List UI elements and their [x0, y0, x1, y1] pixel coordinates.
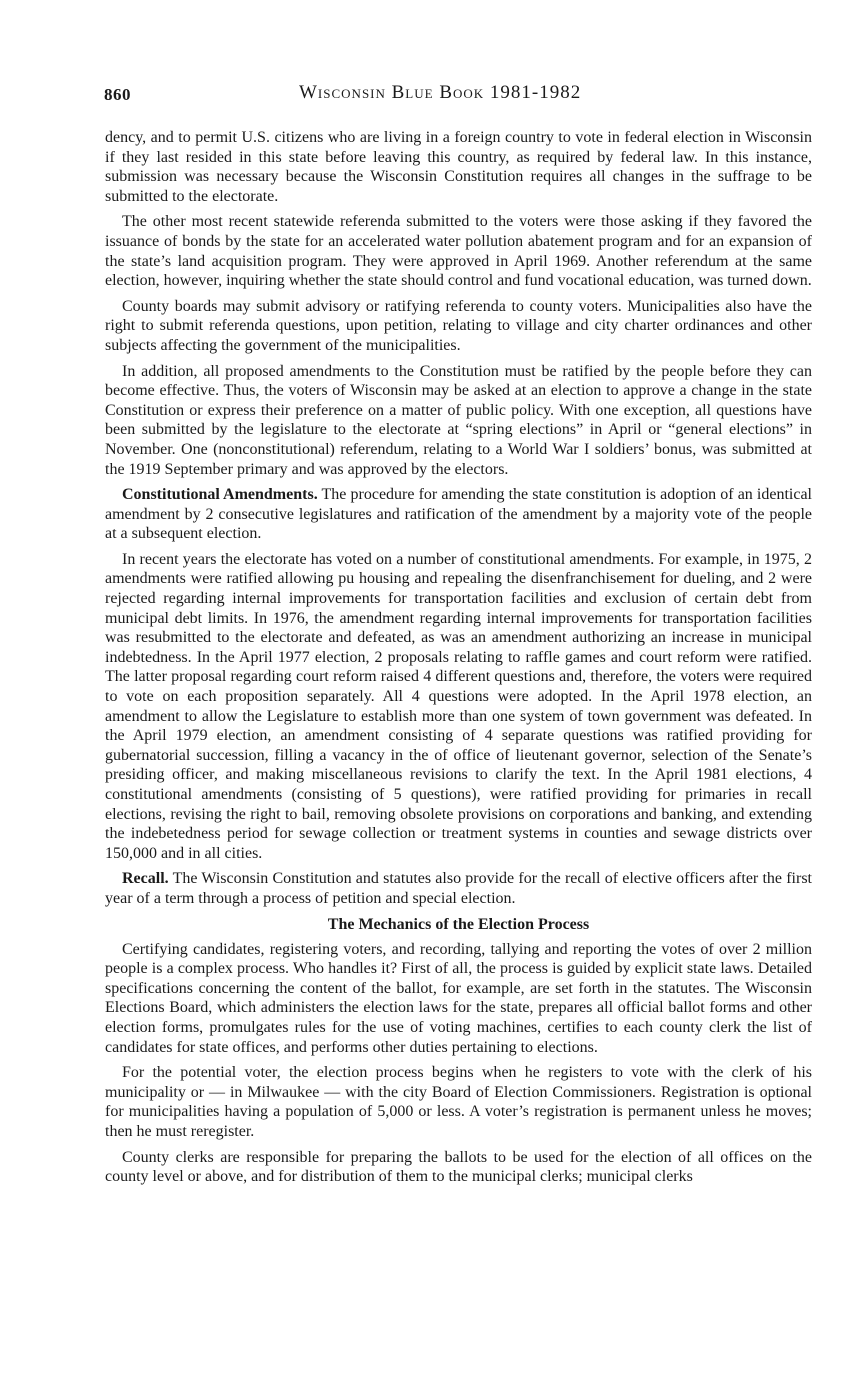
- running-title: Wisconsin Blue Book 1981-1982: [299, 82, 582, 103]
- recall-paragraph: [105, 869, 812, 908]
- page-number: 860: [104, 85, 131, 104]
- mechanics-section-heading: The Mechanics of the Election Process: [327, 915, 590, 933]
- paragraph: Certifying candidates, registering voters, and recording, tallying and reporting the votes of over 2 million people is a complex process. Who handles it? First of all, the process is guided by explicit state laws. Detailed specifications concerning the content of the ballot, for example, are set forth in the statutes. The Wisconsin Elections Board, which administers the election laws for the state, prepares all official ballot forms and other election forms, promulgates rules for the use of voting machines, certifies to each county clerk the list of candidates for state offices, and performs other duties pertaining to elections.: [105, 940, 812, 1056]
- constitutional-amendments-heading: Constitutional Amendments.: [122, 486, 318, 504]
- page-header: [104, 82, 813, 106]
- body-text: [105, 128, 812, 1193]
- paragraph: The other most recent statewide referenda submitted to the voters were those asking if they favored the issuance of bonds by the state for an accelerated water pollution abatement program and for an expansion of the state’s land acquisition program. They were approved in April 1969. Another referendum at the same election, however, inquiring whether the state should control and fund vocational education, was turned down.: [105, 213, 812, 290]
- recent-amendments-paragraph: In recent years the electorate has voted on a number of constitutional amendments. For example, in 1975, 2 amendments were ratified allowing pu housing and repealing the disenfranchisement for dueling, and 2 were rejected regarding internal improvements for transportation facilities and exclusion of certain debt from municipal debt limits. In 1976, the amendment regarding internal improvements for transportation facilities was resubmitted to the electorate and defeated, as was an amendment authorizing an increase in municipal indebtedness. In the April 1977 election, 2 proposals relating to raffle games and court reform were ratified. The latter proposal regarding court reform raised 4 different questions and, therefore, the voters were required to vote on each proposition separately. All 4 questions were adopted. In the April 1978 election, an amendment to allow the Legislature to establish more than one system of town government was defeated. In the April 1979 election, an amendment consisting of 4 separate questions was ratified providing for gubernatorial succession, filling a vacancy in the of office of lieutenant governor, selection of the Senate’s presiding officer, and making miscellaneous revisions to clarify the text. In the April 1981 elections, 4 constitutional amendments (consisting of 5 questions), were ratified providing for primaries in recall elections, revising the right to bail, removing obsolete provisions on corporations and banking, and extending the indebetedness period for sewage collection or treatment systems in counties and sewage districts over 150,000 and in all cities.: [105, 550, 812, 862]
- recall-text: The Wisconsin Constitution and statutes also provide for the recall of elective officers after the first year of a term through a process of petition and special election.: [105, 870, 812, 907]
- recall-heading: Recall.: [122, 870, 169, 888]
- paragraph: County boards may submit advisory or ratifying referenda to county voters. Municipalities also have the right to submit referenda questions, upon petition, relating to village and city charter ordinances and other subjects affecting the government of the municipalities.: [105, 297, 812, 354]
- paragraph: County clerks are responsible for preparing the ballots to be used for the election of all offices on the county level or above, and for distribution of them to the municipal clerks; municipal clerks: [105, 1148, 812, 1186]
- paragraph: dency, and to permit U.S. citizens who are living in a foreign country to vote in federal election in Wisconsin if they last resided in this state before leaving this country, as required by federal law. In this instance, submission was necessary because the Wisconsin Constitution requires all changes in the suffrage to be submitted to the electorate.: [105, 129, 812, 205]
- constitutional-amendments-paragraph: [105, 485, 812, 544]
- paragraph: For the potential voter, the election process begins when he registers to vote with the clerk of his municipality or — in Milwaukee — with the city Board of Election Commissioners. Registration is optional for municipalities having a population of 5,000 or less. A voter’s registration is permanent unless he moves; then he must reregister.: [105, 1064, 812, 1140]
- constitutional-amendments-text: The procedure for amending the state constitution is adoption of an identical amendment by 2 consecutive legislatures and ratification of the amendment by a majority vote of the people at a subsequent election.: [105, 486, 813, 543]
- paragraph: In addition, all proposed amendments to the Constitution must be ratified by the people before they can become effective. Thus, the voters of Wisconsin may be asked at an election to approve a change in the state Constitution or express their preference on a matter of public policy. With one exception, all questions have been submitted by the legislature to the electorate at “spring elections” in April or “general elections” in November. One (nonconstitutional) referendum, relating to a World War I soldiers’ bonus, was submitted at the 1919 September primary and was approved by the electors.: [105, 362, 812, 478]
